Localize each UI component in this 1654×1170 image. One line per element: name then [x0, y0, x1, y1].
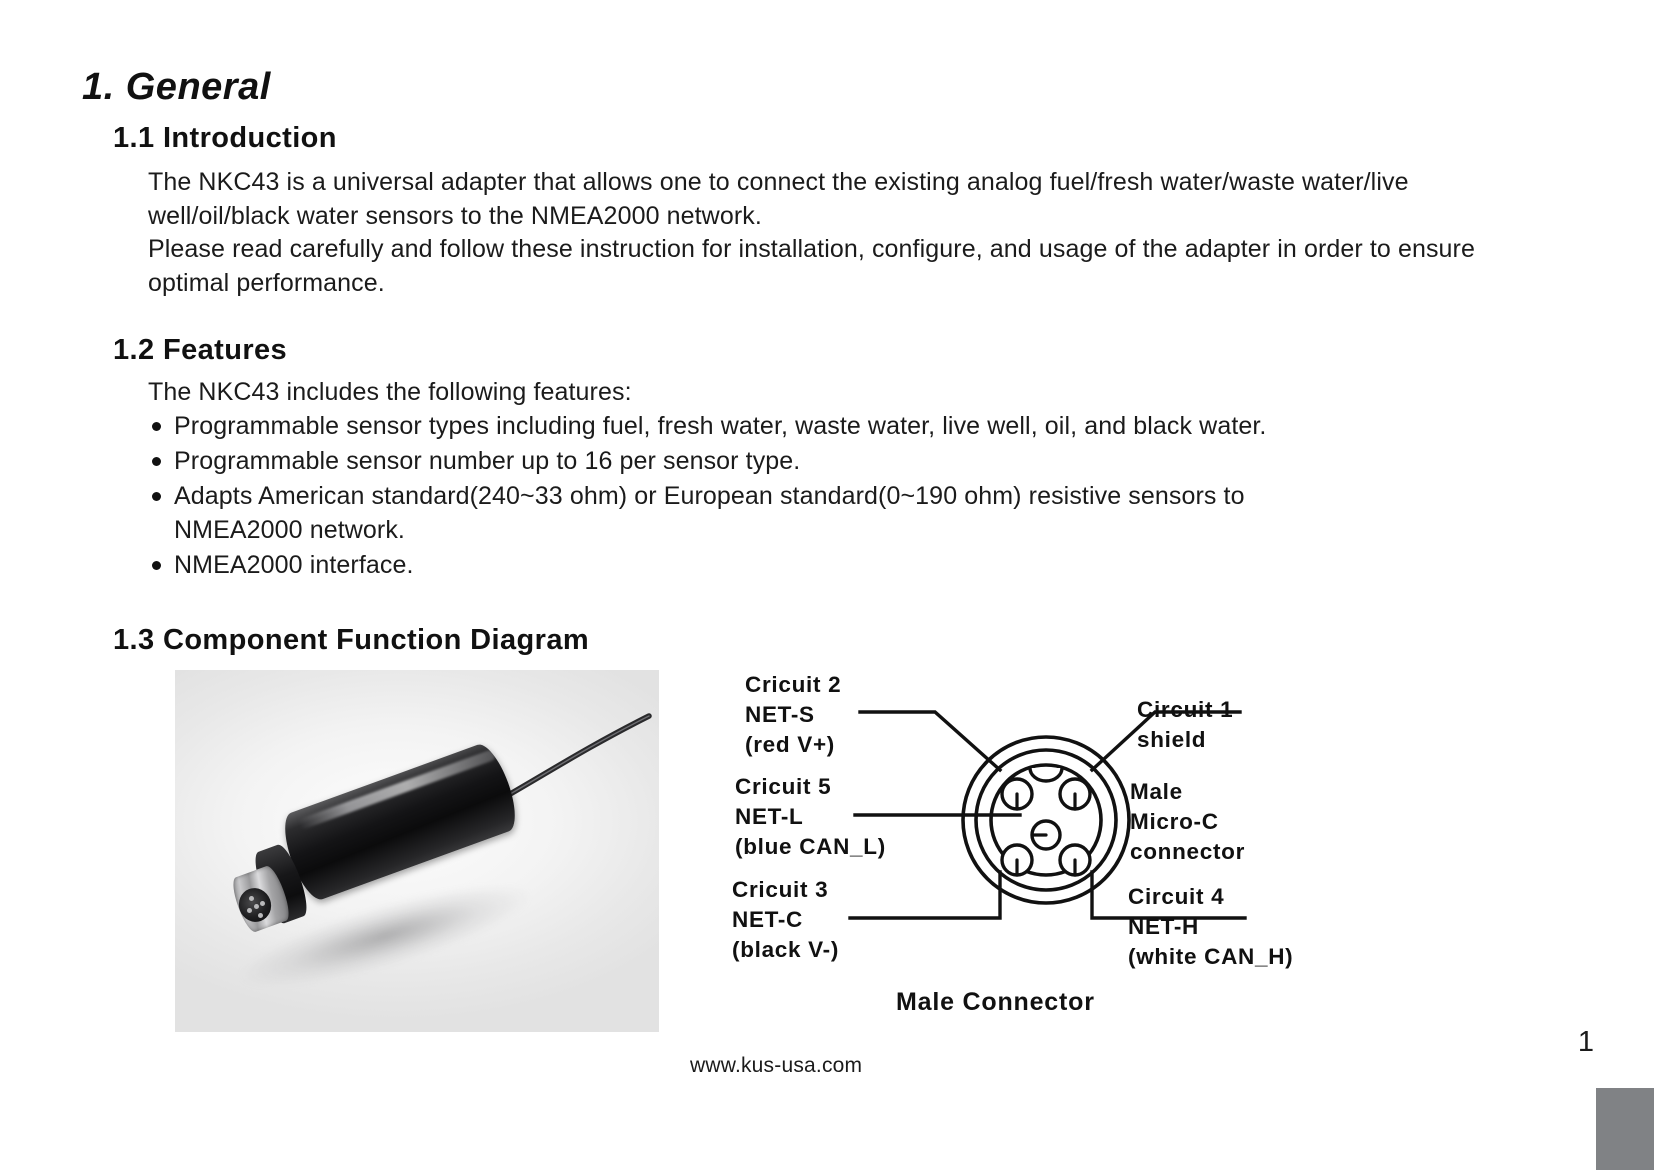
label-connector-type-line2: Micro-C	[1130, 809, 1219, 834]
connector-pin	[247, 908, 252, 913]
label-circuit-2-line1: Cricuit 2	[745, 672, 842, 697]
bullet-dot-icon	[152, 422, 161, 431]
label-circuit-5-line3: (blue CAN_L)	[735, 834, 886, 859]
label-circuit-4-line3: (white CAN_H)	[1128, 944, 1294, 969]
label-connector-type	[1130, 777, 1245, 867]
connector-pinout-diagram	[700, 660, 1400, 1040]
heading-component-function-diagram: 1.3 Component Function Diagram	[113, 624, 590, 656]
label-circuit-3-line3: (black V-)	[732, 937, 840, 962]
label-circuit-3-line1: Cricuit 3	[732, 877, 829, 902]
label-circuit-1-line2: shield	[1137, 727, 1207, 752]
connector-pin	[254, 904, 259, 909]
label-circuit-5	[735, 772, 886, 862]
features-lead-text: The NKC43 includes the following features:	[148, 378, 632, 406]
label-connector-type-line3: connector	[1130, 839, 1246, 864]
list-item-line1: Programmable sensor types including fuel, fresh water, waste water, live well, oil, and black water.	[174, 412, 1267, 440]
label-circuit-5-line2: NET-L	[735, 804, 804, 829]
label-circuit-1-line1: Circuit 1	[1137, 697, 1234, 722]
label-connector-type-line1: Male	[1130, 779, 1183, 804]
heading-introduction: 1.1 Introduction	[113, 122, 337, 154]
label-circuit-4	[1128, 882, 1293, 972]
list-item	[148, 479, 1468, 547]
diagram-caption: Male Connector	[896, 988, 1095, 1016]
features-bullet-list	[148, 409, 1468, 583]
label-circuit-2-line2: NET-S	[745, 702, 815, 727]
label-circuit-3-line2: NET-C	[732, 907, 803, 932]
label-circuit-2-line3: (red V+)	[745, 732, 835, 757]
connector-pin	[258, 913, 263, 918]
page-number: 1	[1577, 1026, 1594, 1058]
label-circuit-4-line2: NET-H	[1128, 914, 1199, 939]
label-circuit-5-line1: Cricuit 5	[735, 774, 832, 799]
intro-paragraph-2: Please read carefully and follow these instruction for installation, configure, and usage of the adapter in order to ensure optimal performance.	[148, 235, 1475, 297]
label-circuit-3	[732, 875, 839, 965]
corner-decoration-block	[1596, 1088, 1654, 1170]
list-item	[148, 548, 1468, 582]
list-item-line2: NMEA2000 network.	[174, 516, 405, 544]
page-title: 1. General	[82, 66, 271, 108]
list-item-line1: Programmable sensor number up to 16 per sensor type.	[174, 447, 801, 475]
label-circuit-2	[745, 670, 841, 760]
label-circuit-4-line1: Circuit 4	[1128, 884, 1225, 909]
product-photo	[175, 670, 659, 1032]
list-item-line1: NMEA2000 interface.	[174, 551, 414, 579]
heading-features: 1.2 Features	[113, 334, 288, 366]
list-item	[148, 409, 1468, 443]
list-item	[148, 444, 1468, 478]
intro-paragraph-1: The NKC43 is a universal adapter that allows one to connect the existing analog fuel/fresh water/waste water/live well/oil/black water sensors to the NMEA2000 network.	[148, 168, 1409, 230]
label-circuit-1	[1137, 695, 1233, 755]
connector-pin	[260, 901, 265, 906]
bullet-dot-icon	[152, 457, 161, 466]
connector-pin	[249, 896, 254, 901]
list-item-line1: Adapts American standard(240~33 ohm) or European standard(0~190 ohm) resistive sensors to	[174, 482, 1245, 510]
footer-website-url: www.kus-usa.com	[690, 1054, 863, 1077]
bullet-dot-icon	[152, 492, 161, 501]
bullet-dot-icon	[152, 561, 161, 570]
